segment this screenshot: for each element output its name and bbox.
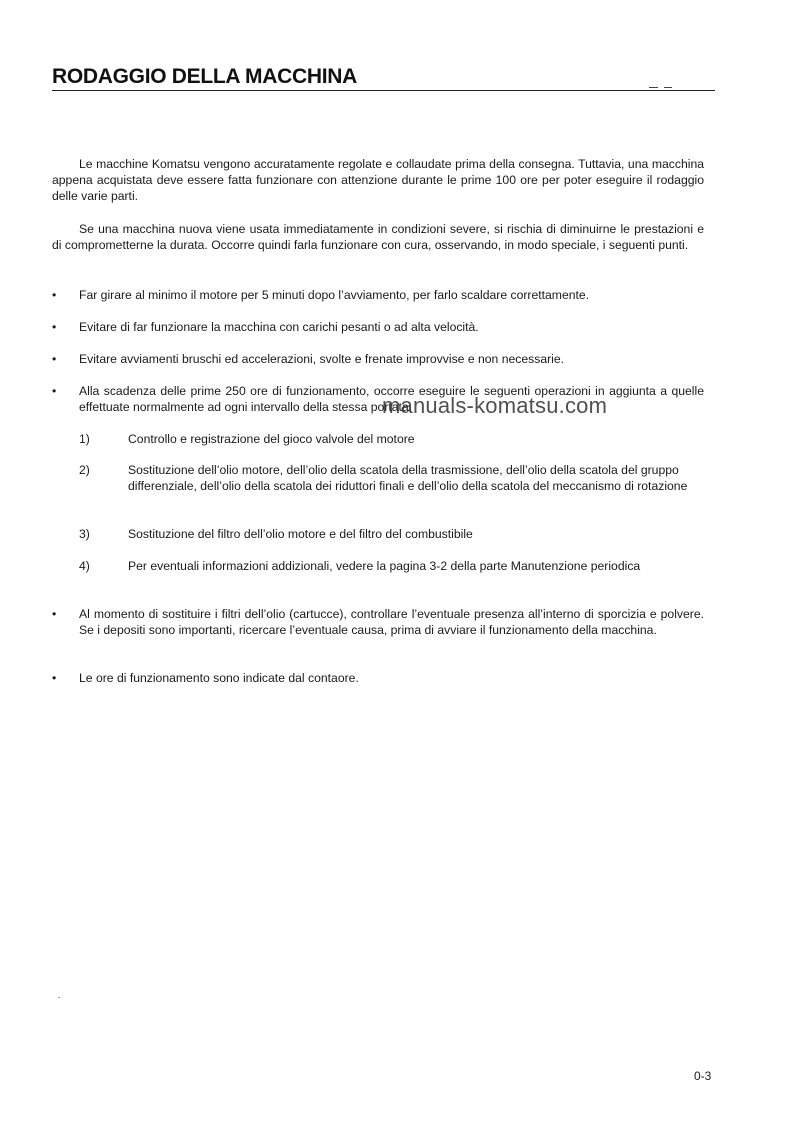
item-text: Per eventuali informazioni addizionali, vedere la pagina 3-2 della parte Manutenzione periodica — [128, 559, 641, 573]
page-number: 0-3 — [694, 1069, 712, 1083]
bullet-text: Evitare di far funzionare la macchina con carichi pesanti o ad alta velocità. — [79, 320, 479, 334]
item-number: 3) — [79, 527, 90, 541]
list-item — [52, 287, 704, 303]
list-item — [52, 351, 704, 367]
intro-paragraph: Se una macchina nuova viene usata immediatamente in condizioni severe, si rischia di diminuirne le prestazioni e di comprometterne la durata. Occorre quindi farla funzionare con cura, osservando, in modo speciale, i seguenti punti. — [52, 222, 704, 252]
list-item — [52, 383, 704, 415]
item-text: Sostituzione del filtro dell’olio motore e del filtro del combustibile — [128, 527, 473, 541]
bullet-text: Alla scadenza delle prime 250 ore di funzionamento, occorre eseguire le seguenti operazioni in aggiunta a quelle effettuate normalmente ad ogni intervallo della stessa portata. — [79, 384, 704, 414]
bullet-icon: • — [52, 288, 57, 302]
bullet-icon: • — [52, 352, 57, 366]
title-underline — [52, 90, 715, 91]
bullet-text: Le ore di funzionamento sono indicate dal contaore. — [79, 671, 359, 685]
title-rule-dash — [649, 87, 658, 88]
item-text: Sostituzione dell’olio motore, dell’olio della scatola della trasmissione, dell’olio della scatola del gruppo differenziale, dell’olio della scatola dei riduttori finali e dell’olio della scatola del meccanismo di rotazione — [128, 463, 688, 493]
numbered-item — [79, 558, 699, 574]
numbered-item — [79, 462, 699, 494]
list-item — [52, 319, 704, 335]
intro-paragraph: Le macchine Komatsu vengono accuratamente regolate e collaudate prima della consegna. Tuttavia, una macchina appena acquistata deve essere fatta funzionare con attenzione durante le prime 100 ore per poter eseguire il rodaggio delle varie parti. — [52, 157, 704, 203]
bullet-text: Evitare avviamenti bruschi ed accelerazioni, svolte e frenate improvvise e non necessarie. — [79, 352, 565, 366]
list-item — [52, 606, 704, 638]
watermark-text: manuals-komatsu.com — [382, 393, 608, 418]
title-rule-dash — [664, 87, 672, 88]
page-title: RODAGGIO DELLA MACCHINA — [52, 65, 357, 88]
bullet-icon: • — [52, 671, 57, 685]
item-text: Controllo e registrazione del gioco valvole del motore — [128, 432, 415, 446]
bullet-text: Al momento di sostituire i filtri dell’olio (cartucce), controllare l’eventuale presenza all’interno di sporcizia e polvere. Se i depositi sono importanti, ricercare l’eventuale causa, prima di avviare il funzionamento della macchina. — [79, 607, 704, 637]
bullet-icon: • — [52, 320, 57, 334]
numbered-item — [79, 526, 699, 542]
numbered-item — [79, 431, 699, 447]
bullet-icon: • — [52, 607, 57, 621]
bullet-icon: • — [52, 384, 57, 398]
bullet-text: Far girare al minimo il motore per 5 minuti dopo l’avviamento, per farlo scaldare correttamente. — [79, 288, 590, 302]
scan-speck — [58, 997, 60, 998]
list-item — [52, 670, 704, 686]
item-number: 2) — [79, 463, 90, 477]
item-number: 1) — [79, 432, 90, 446]
item-number: 4) — [79, 559, 90, 573]
